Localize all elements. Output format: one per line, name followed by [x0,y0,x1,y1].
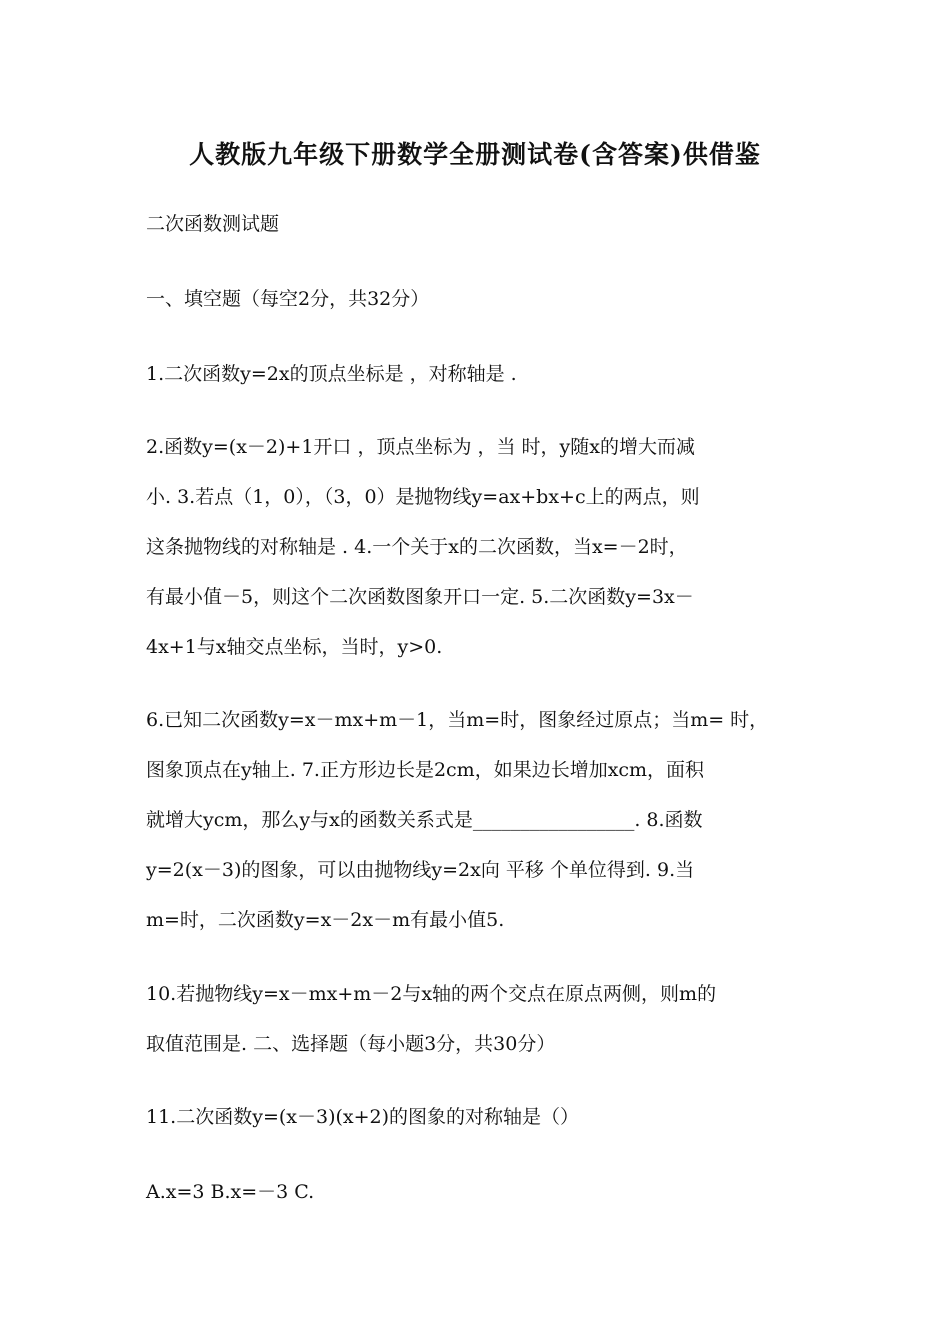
question-line: 有最小值－5，则这个二次函数图象开口一定. 5.二次函数y=3x－ [146,586,694,608]
section-heading: 二次函数测试题 [146,213,280,235]
question-line: 就增大ycm，那么y与x的函数关系式是_________________. 8.函数 [146,809,703,831]
section-heading: 一、填空题（每空2分，共32分） [146,288,430,310]
question-line: y=2(x－3)的图象，可以由抛物线y=2x向 平移 个单位得到. 9.当 [146,859,695,881]
document-title: 人教版九年级下册数学全册测试卷(含答案)供借鉴 [189,140,761,169]
question-line: 10.若抛物线y=x－mx+m－2与x轴的两个交点在原点两侧，则m的 [146,983,717,1005]
question-line: 取值范围是. 二、选择题（每小题3分，共30分） [146,1033,556,1055]
question-line: 1.二次函数y=2x的顶点坐标是 ，对称轴是 . [146,363,517,385]
question-line: 小. 3.若点（1，0），（3，0）是抛物线y=ax+bx+c上的两点，则 [146,486,700,508]
answer-options: A.x=3 B.x=－3 C. [146,1181,315,1203]
question-line: 2.函数y=(x－2)+1开口 ，顶点坐标为 ，当 时，y随x的增大而减 [146,436,695,458]
question-line: m=时，二次函数y=x－2x－m有最小值5. [146,909,505,931]
question-line: 图象顶点在y轴上. 7.正方形边长是2cm，如果边长增加xcm，面积 [146,759,705,781]
question-line: 这条抛物线的对称轴是 . 4.一个关于x的二次函数，当x=－2时， [146,536,688,558]
question-line: 11.二次函数y=(x－3)(x+2)的图象的对称轴是（） [146,1106,580,1128]
question-line: 4x+1与x轴交点坐标，当时，y>0. [146,636,443,658]
question-line: 6.已知二次函数y=x－mx+m－1，当m=时，图象经过原点；当m= 时， [146,709,769,731]
